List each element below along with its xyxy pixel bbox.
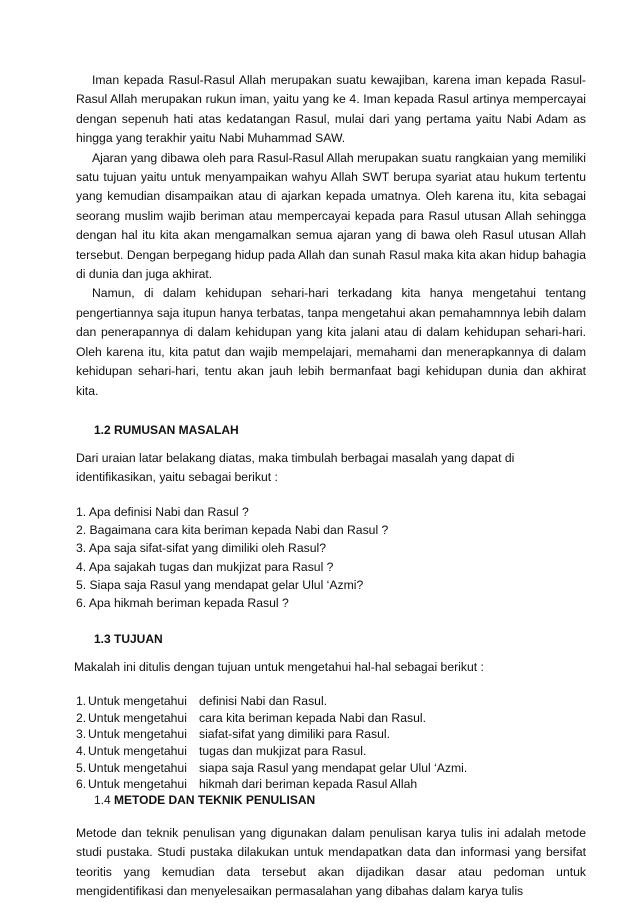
item-text: siafat-sifat yang dimiliki para Rasul. [199, 727, 391, 742]
rumusan-intro-line-2: identifikasikan, yaitu sebagai berikut : [76, 469, 278, 484]
rumusan-list [76, 503, 586, 612]
item-verb: Untuk mengetahui [88, 694, 187, 709]
list-item: 6. Apa hikmah beriman kepada Rasul ? [76, 595, 289, 610]
document-page [76, 71, 586, 901]
list-item [76, 710, 586, 727]
list-item: 2. Bagaimana cara kita beriman kepada Nabi dan Rasul ? [76, 523, 389, 538]
metode-heading [94, 793, 586, 808]
heading-title: METODE DAN TEKNIK PENULISAN [114, 792, 316, 807]
item-number: 1. [76, 694, 87, 709]
list-item: 3. Apa saja sifat-sifat yang dimiliki oleh Rasul? [76, 541, 326, 556]
item-number: 2. [76, 710, 87, 725]
list-item: 1. Apa definisi Nabi dan Rasul ? [76, 504, 249, 519]
list-item: 5. Siapa saja Rasul yang mendapat gelar Ulul ‘Azmi? [76, 577, 364, 592]
item-text: siapa saja Rasul yang mendapat gelar Ulul ‘Azmi. [199, 760, 468, 775]
item-verb: Untuk mengetahui [88, 727, 187, 742]
rumusan-intro-line-1: Dari uraian latar belakang diatas, maka timbulah berbagai masalah yang dapat di [76, 450, 515, 465]
heading-number: 1.4 [94, 792, 111, 807]
item-verb: Untuk mengetahui [88, 710, 187, 725]
tujuan-intro: Makalah ini ditulis dengan tujuan untuk mengetahui hal-hal sebagai berikut : [74, 660, 484, 675]
item-verb: Untuk mengetahui [88, 777, 187, 792]
intro-paragraph-1: Iman kepada Rasul-Rasul Allah merupakan suatu kewajiban, karena iman kepada Rasul-Rasul Allah merupakan rukun iman, yaitu yang ke 4. Iman kepada Rasul artinya mempercayai dengan sepenuh hati atas kedatangan Rasul, mulai dari yang pertama yaitu Nabi Adam as hingga yang terakhir yaitu Nabi Muhammad SAW. [76, 73, 586, 146]
rumusan-heading: 1.2 RUMUSAN MASALAH [94, 422, 239, 437]
tujuan-heading: 1.3 TUJUAN [94, 632, 163, 647]
item-text: tugas dan mukjizat para Rasul. [199, 743, 367, 758]
item-verb: Untuk mengetahui [88, 760, 187, 775]
intro-paragraph-3: Namun, di dalam kehidupan sehari-hari terkadang kita hanya mengetahui tentang pengertiannya saja itupun hanya terbatas, tanpa mengetahui akan pemahamnnya lebih dalam dan penerapannya di dalam kehidupan yang kita jalani atau di dalam kehidupan sehari-hari. Oleh karena itu, kita patut dan wajib mempelajari, memahami dan menerapkannya di dalam kehidupan sehari-hari, tentu akan jauh lebih bermanfaat bagi kehidupan dunia dan akhirat kita. [76, 286, 586, 398]
list-item: 4. Apa sajakah tugas dan mukjizat para Rasul ? [76, 559, 334, 574]
item-number: 3. [76, 727, 87, 742]
tujuan-list [76, 693, 586, 793]
list-item [76, 743, 586, 760]
intro-paragraph-2: Ajaran yang dibawa oleh para Rasul-Rasul Allah merupakan suatu rangkaian yang memiliki satu tujuan yaitu untuk menyampaikan wahyu Allah SWT berupa syariat atau hukum tertentu yang kemudian disampaikan atau di ajarkan kepada umatnya. Oleh karena itu, kita sebagai seorang muslim wajib beriman atau mempercayai kepada para Rasul utusan Allah sehingga dengan hal itu kita akan mengamalkan semua ajaran yang di bawa oleh Rasul utusan Allah tersebut. Dengan berpegang hidup pada Allah dan sunah Rasul maka kita akan hidup bahagia di dunia dan juga akhirat. [76, 150, 586, 282]
item-verb: Untuk mengetahui [88, 743, 187, 758]
item-text: hikmah dari beriman kepada Rasul Allah [199, 777, 418, 792]
item-number: 5. [76, 760, 87, 775]
item-text: definisi Nabi dan Rasul. [199, 694, 328, 709]
list-item [76, 776, 586, 793]
list-item [76, 760, 586, 777]
item-text: cara kita beriman kepada Nabi dan Rasul. [199, 710, 426, 725]
item-number: 6. [76, 777, 87, 792]
list-item [76, 726, 586, 743]
item-number: 4. [76, 743, 87, 758]
metode-paragraph: Metode dan teknik penulisan yang digunakan dalam penulisan karya tulis ini adalah metode studi pustaka. Studi pustaka dilakukan untuk mendapatkan data dan informasi yang bersifat teoritis yang kemudian data tersebut akan dijadikan dasar atau pedoman untuk mengidentifikasi dan menyelesaikan permasalahan yang dibahas dalam karya tulis [76, 825, 586, 898]
list-item [76, 693, 586, 710]
